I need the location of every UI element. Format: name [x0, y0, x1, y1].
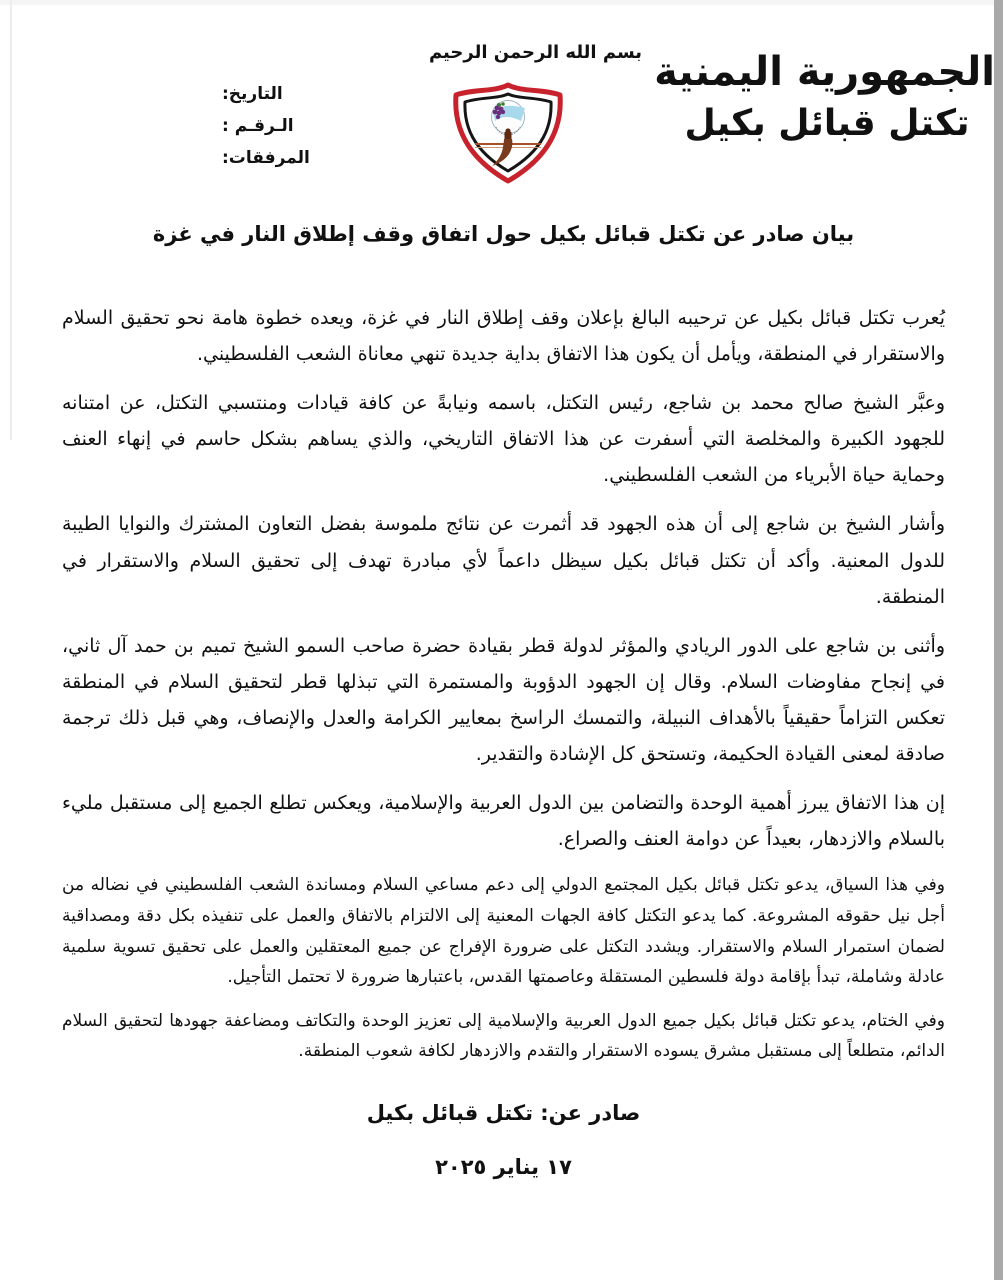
paragraph-6: وفي هذا السياق، يدعو تكتل قبائل بكيل المجتمع الدولي إلى دعم مساعي السلام ومساندة الشعب الفلسطيني في نضاله من أجل نيل حقوقه المشروعة. كما يدعو التكتل كافة الجهات المعنية إلى الالتزام بالاتفاق والعمل على تنفيذه بكل دقة ومصداقية لضمان استمرار السلام والاستقرار. ويشدد التكتل على ضرورة الإفراج عن جميع المعتقلين والعمل على تحقيق تسوية سلمية عادلة وشاملة، تبدأ بإقامة دولة فلسطين المستقلة وعاصمتها القدس، باعتبارها ضرورة لا تحتمل التأجيل. — [62, 875, 945, 988]
paragraph-1: يُعرب تكتل قبائل بكيل عن ترحيبه البالغ بإعلان وقف إطلاق النار في غزة، ويعده خطوة هامة نحو تحقيق السلام والاستقرار في المنطقة، ويأمل أن يكون هذا الاتفاق بداية جديدة تنهي معاناة الشعب الفلسطيني. — [62, 307, 945, 366]
scan-artifact-right-edge — [994, 0, 1003, 1280]
coalition-shield-emblem — [443, 80, 573, 186]
statement-footer — [62, 1101, 945, 1179]
coalition-name: تكتل قبائل بكيل — [684, 103, 970, 144]
meta-fields — [222, 78, 348, 174]
country-name-calligraphy: الجمهورية اليمنية — [654, 49, 995, 95]
number-label: الـرقـم : — [222, 116, 294, 136]
paragraph-2: وعبَّر الشيخ صالح محمد بن شاجع، رئيس التكتل، باسمه ونيابةً عن كافة قيادات ومنتسبي التكتل، عن امتنانه للجهود الكبيرة والمخلصة التي أسفرت عن هذا الاتفاق التاريخي، والذي يساهم بشكل حاسم في إنهاء العنف وحماية حياة الأبرياء من الشعب الفلسطيني. — [62, 392, 945, 487]
issued-by: صادر عن: تكتل قبائل بكيل — [366, 1100, 641, 1125]
date-label: التاريخ: — [222, 84, 283, 104]
basmala: بسم الله الرحمن الرحيم — [428, 42, 643, 63]
paragraph-5: إن هذا الاتفاق يبرز أهمية الوحدة والتضامن بين الدول العربية والإسلامية، ويعكس تطلع الجميع إلى مستقبل مليء بالسلام والازدهار، بعيداً عن دوامة العنف والصراع. — [62, 792, 945, 851]
organization-name-block — [654, 48, 995, 145]
paragraph-4: وأثنى بن شاجع على الدور الريادي والمؤثر لدولة قطر بقيادة حضرة صاحب السمو الشيخ تميم بن حمد آل ثاني، في إنجاح مفاوضات السلام. وقال إن الجهود الدؤوبة والمستمرة التي تبذلها قطر لتحقيق السلام في المنطقة تعكس التزاماً حقيقياً بالأهداف النبيلة، والتمسك الراسخ بمعايير الكرامة والعدل والإنصاف، وهي قبل ذلك ترجمة صادقة لمعنى القيادة الحكيمة، وتستحق كل الإشادة والتقدير. — [62, 634, 945, 766]
attachments-label: المرفقات: — [222, 148, 310, 168]
statement-body — [0, 222, 1003, 1179]
statement-title: بيان صادر عن تكتل قبائل بكيل حول اتفاق وقف إطلاق النار في غزة — [152, 222, 855, 246]
paragraph-3: وأشار الشيخ بن شاجع إلى أن هذه الجهود قد أثمرت عن نتائج ملموسة بفضل التعاون المشترك والنوايا الطيبة للدول المعنية. وأكد أن تكتل قبائل بكيل سيظل داعماً لأي مبادرة تهدف إلى تحقيق السلام والاستقرار في المنطقة. — [62, 513, 945, 608]
letterhead — [0, 0, 1003, 192]
paragraph-7: وفي الختام، يدعو تكتل قبائل بكيل جميع الدول العربية والإسلامية إلى تعزيز الوحدة والتكاتف ومضاعفة جهودها لتحقيق السلام الدائم، متطلعاً إلى مستقبل مشرق يسوده الاستقرار والتقدم والازدهار لكافة شعوب المنطقة. — [62, 1010, 945, 1062]
statement-date: ١٧ يناير ٢٠٢٥ — [435, 1154, 572, 1179]
